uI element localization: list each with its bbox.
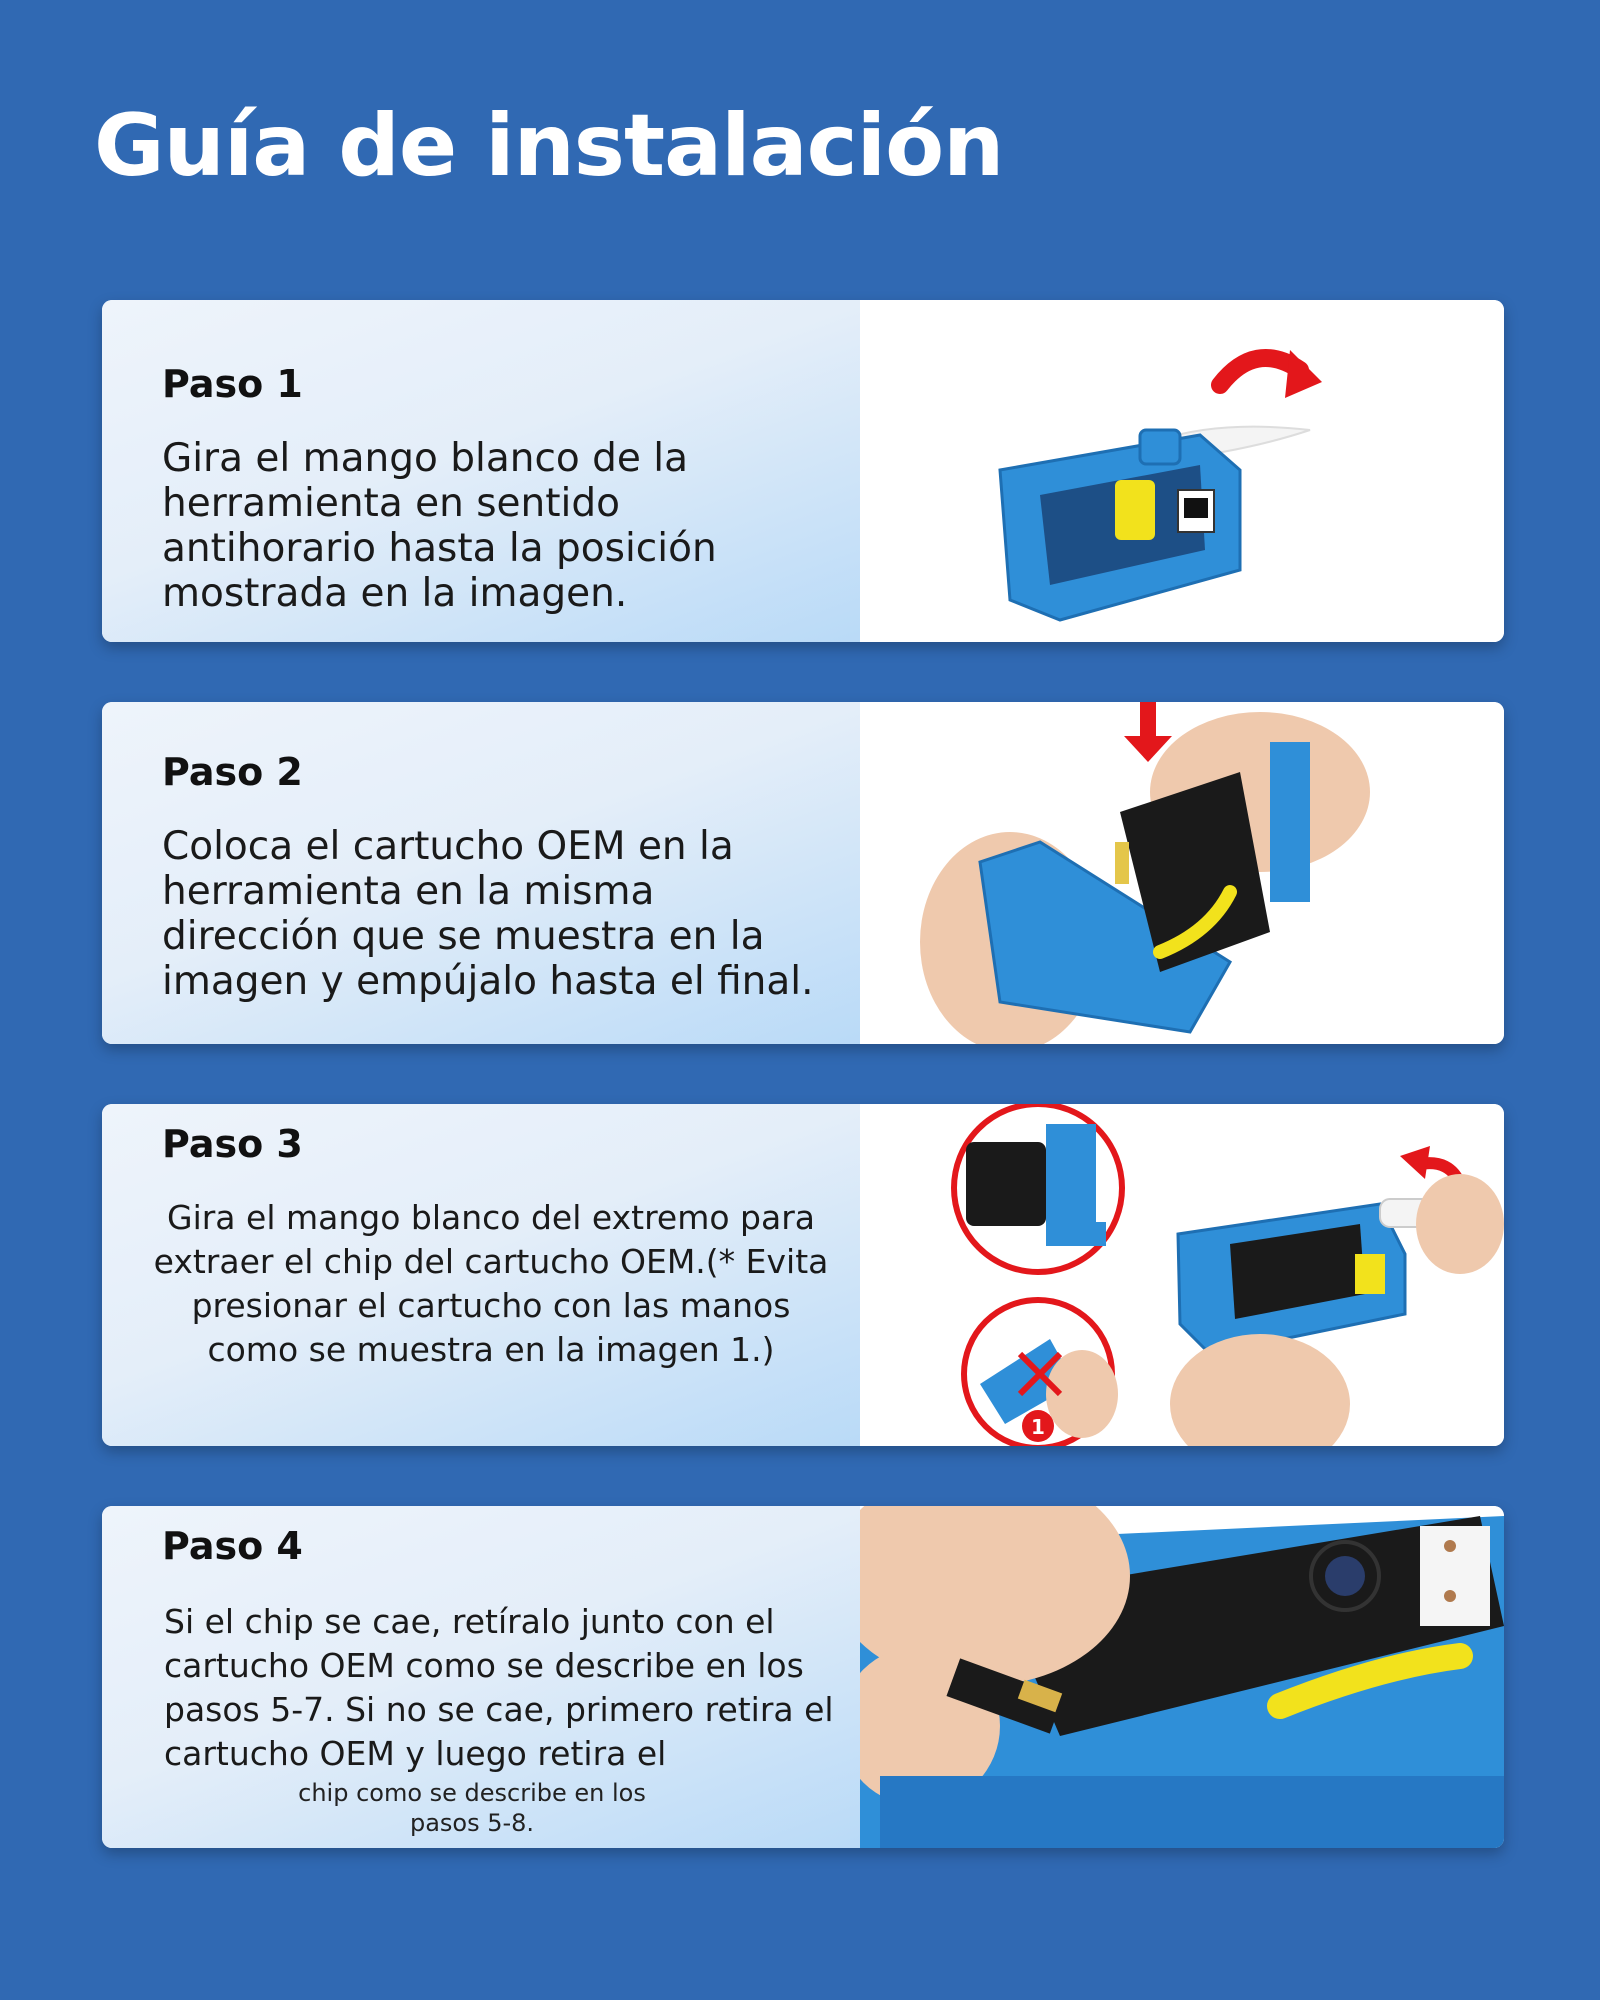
step-text-panel [102, 300, 860, 642]
cartridge-tool-illustration [860, 300, 1504, 642]
step-description: Si el chip se cae, retíralo junto con el cartucho OEM como se describe en los pasos 5-7. Si no se cae, primero retira el cartucho OEM y luego retira el [164, 1602, 834, 1773]
remove-chip-illustration [860, 1506, 1504, 1848]
insert-cartridge-illustration [860, 702, 1504, 1044]
step-image [860, 300, 1504, 642]
step-card-3 [102, 1104, 1504, 1446]
step-card-2 [102, 702, 1504, 1044]
step-text-panel [102, 1506, 860, 1848]
step-note: chip como se describe en los pasos 5-8. [298, 1779, 646, 1837]
step-text-panel [102, 1104, 860, 1446]
step-description: Gira el mango blanco del extremo para extraer el chip del cartucho OEM.(* Evita presionar el cartucho con las manos como se muestra en la imagen 1.) [153, 1198, 829, 1369]
step-description: Coloca el cartucho OEM en la herramienta en la misma dirección que se muestra en la imagen y empújalo hasta el final. [162, 824, 814, 1004]
step-image [860, 702, 1504, 1044]
step-label: Paso 1 [162, 362, 303, 406]
extract-chip-illustration [860, 1104, 1504, 1446]
hand-icon [1416, 1174, 1504, 1274]
badge-number: 1 [1031, 1415, 1045, 1439]
step-text-panel [102, 702, 860, 1044]
step-image [860, 1506, 1504, 1848]
step-card-1 [102, 300, 1504, 642]
yellow-slider-icon [1115, 480, 1155, 540]
step-description: Gira el mango blanco de la herramienta en sentido antihorario hasta la posición mostrada en la imagen. [162, 436, 717, 616]
page-title: Guía de instalación [94, 96, 1004, 196]
step-card-4 [102, 1506, 1504, 1848]
step-label: Paso 2 [162, 750, 303, 794]
step-image [860, 1104, 1504, 1446]
step-label: Paso 3 [162, 1122, 303, 1166]
step-label: Paso 4 [162, 1524, 303, 1568]
